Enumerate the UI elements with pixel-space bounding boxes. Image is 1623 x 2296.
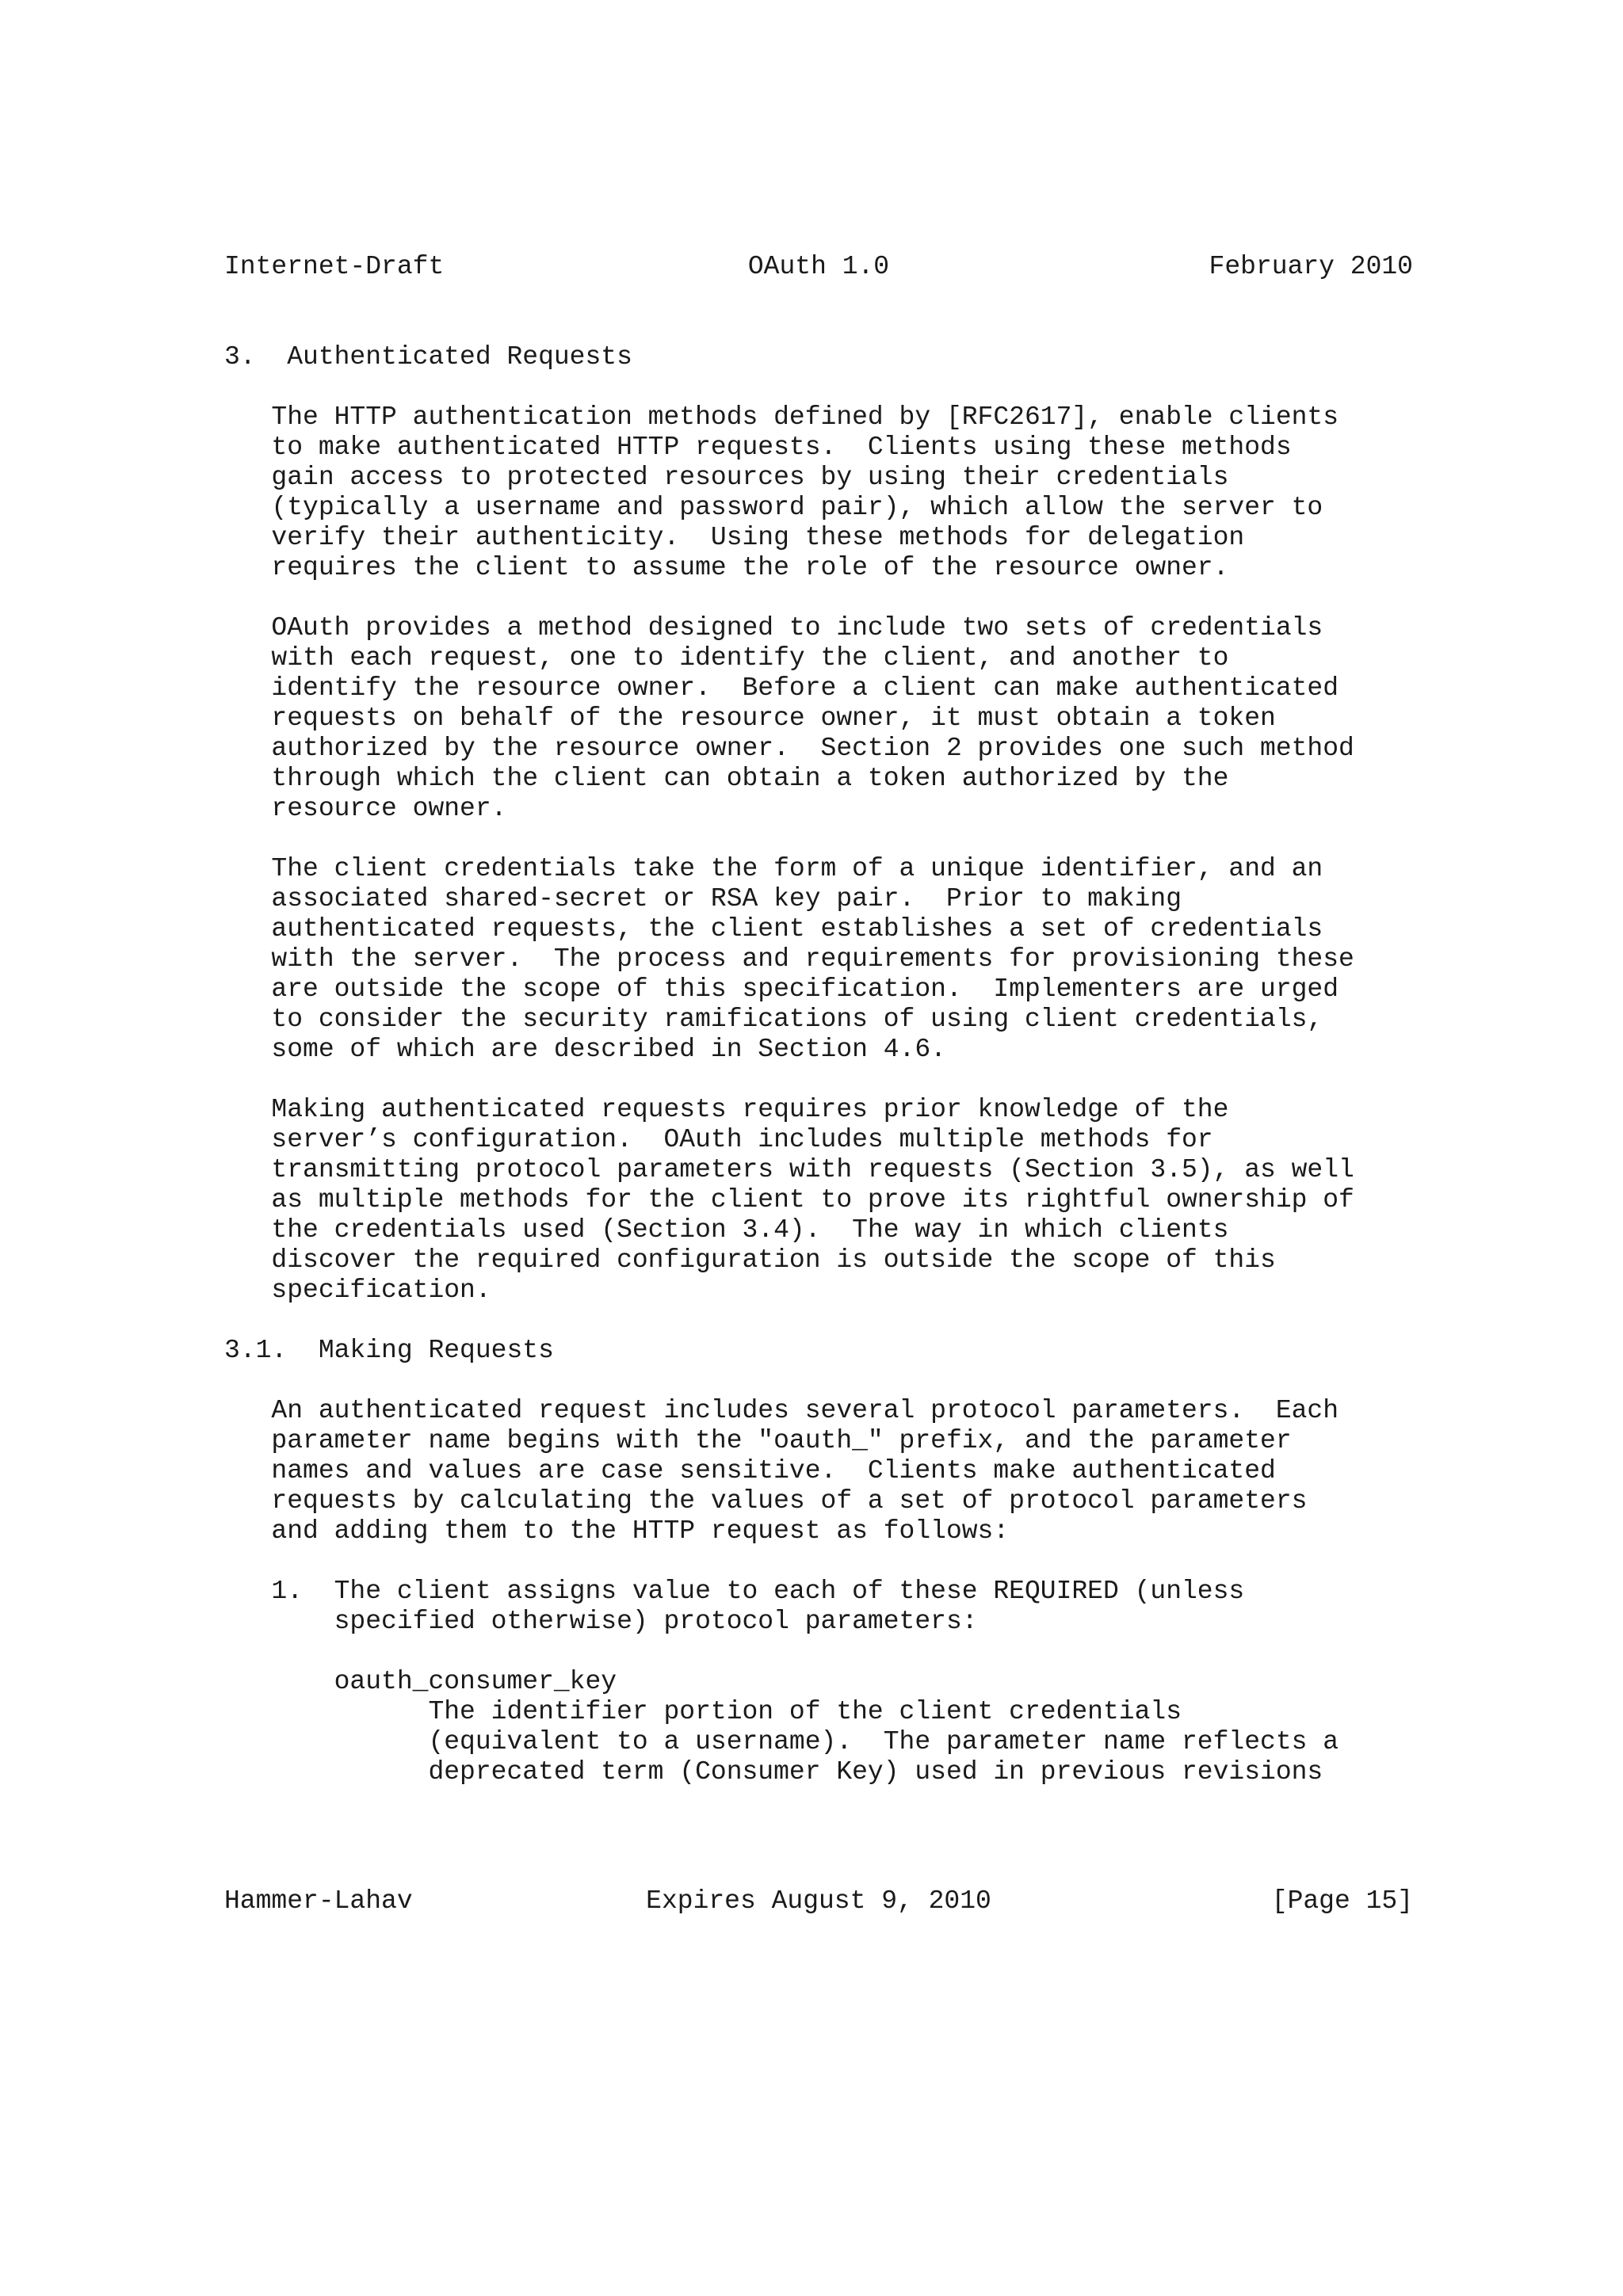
blank-line: [224, 1637, 1461, 1667]
header-right: February 2010: [1209, 252, 1413, 281]
blank-line: [224, 583, 1461, 613]
parameter-description-line: The identifier portion of the client credentials: [224, 1697, 1182, 1726]
list-item-line: specified otherwise) protocol parameters:: [224, 1607, 978, 1636]
body-text-line: server’s configuration. OAuth includes multiple methods for: [224, 1125, 1213, 1154]
document-body: [224, 342, 1461, 1787]
blank-line: [224, 1306, 1461, 1336]
blank-line: [224, 1065, 1461, 1095]
body-text-line: verify their authenticity. Using these methods for delegation: [224, 523, 1245, 552]
parameter-name: oauth_consumer_key: [224, 1667, 617, 1696]
body-text-line: Making authenticated requests requires prior knowledge of the: [224, 1095, 1229, 1124]
body-text-line: authorized by the resource owner. Section 2 provides one such method: [224, 734, 1354, 763]
footer-left: Hammer-Lahav: [224, 1886, 413, 1916]
body-text-line: identify the resource owner. Before a client can make authenticated: [224, 673, 1339, 703]
body-text-line: are outside the scope of this specification. Implementers are urged: [224, 974, 1339, 1004]
body-text-line: some of which are described in Section 4.6.: [224, 1035, 946, 1064]
body-text-line: OAuth provides a method designed to include two sets of credentials: [224, 613, 1323, 643]
body-text-line: requests on behalf of the resource owner, it must obtain a token: [224, 704, 1276, 733]
subsection-heading: 3.1. Making Requests: [224, 1336, 554, 1365]
footer-right: [Page 15]: [1271, 1886, 1413, 1916]
blank-line: [224, 1547, 1461, 1577]
body-text-line: The client credentials take the form of a unique identifier, and an: [224, 854, 1323, 883]
body-text-line: associated shared-secret or RSA key pair. Prior to making: [224, 884, 1182, 913]
list-item-line: 1. The client assigns value to each of these REQUIRED (unless: [224, 1577, 1245, 1606]
body-text-line: The HTTP authentication methods defined by [RFC2617], enable clients: [224, 402, 1339, 432]
header-left: Internet-Draft: [224, 252, 445, 281]
running-footer: [224, 1886, 1413, 1917]
header-center: OAuth 1.0: [747, 252, 890, 281]
body-text-line: with each request, one to identify the client, and another to: [224, 643, 1229, 673]
body-text-line: parameter name begins with the "oauth_" prefix, and the parameter: [224, 1426, 1292, 1455]
body-text-line: names and values are case sensitive. Clients make authenticated: [224, 1456, 1276, 1486]
body-text-line: the credentials used (Section 3.4). The way in which clients: [224, 1215, 1229, 1245]
body-text-line: discover the required configuration is outside the scope of this: [224, 1245, 1276, 1275]
body-text-line: with the server. The process and requirements for provisioning these: [224, 944, 1354, 974]
body-text-line: as multiple methods for the client to prove its rightful ownership of: [224, 1185, 1354, 1215]
running-header: [224, 252, 1413, 282]
blank-line: [224, 824, 1461, 854]
body-text-line: specification.: [224, 1276, 491, 1305]
blank-line: [224, 1366, 1461, 1396]
body-text-line: to make authenticated HTTP requests. Clients using these methods: [224, 433, 1292, 462]
body-text-line: through which the client can obtain a token authorized by the: [224, 764, 1229, 793]
blank-line: [224, 372, 1461, 402]
footer-center: Expires August 9, 2010: [646, 1886, 991, 1916]
body-text-line: gain access to protected resources by using their credentials: [224, 463, 1229, 492]
parameter-description-line: (equivalent to a username). The parameter name reflects a: [224, 1727, 1339, 1756]
body-text-line: requires the client to assume the role of the resource owner.: [224, 553, 1229, 582]
body-text-line: authenticated requests, the client establishes a set of credentials: [224, 914, 1323, 944]
parameter-description-line: deprecated term (Consumer Key) used in previous revisions: [224, 1757, 1323, 1787]
body-text-line: and adding them to the HTTP request as follows:: [224, 1516, 1010, 1546]
body-text-line: An authenticated request includes several protocol parameters. Each: [224, 1396, 1339, 1425]
section-heading: 3. Authenticated Requests: [224, 342, 632, 372]
body-text-line: requests by calculating the values of a set of protocol parameters: [224, 1486, 1308, 1516]
body-text-line: (typically a username and password pair), which allow the server to: [224, 493, 1323, 522]
body-text-line: transmitting protocol parameters with requests (Section 3.5), as well: [224, 1155, 1354, 1184]
body-text-line: resource owner.: [224, 794, 507, 823]
body-text-line: to consider the security ramifications of using client credentials,: [224, 1005, 1323, 1034]
